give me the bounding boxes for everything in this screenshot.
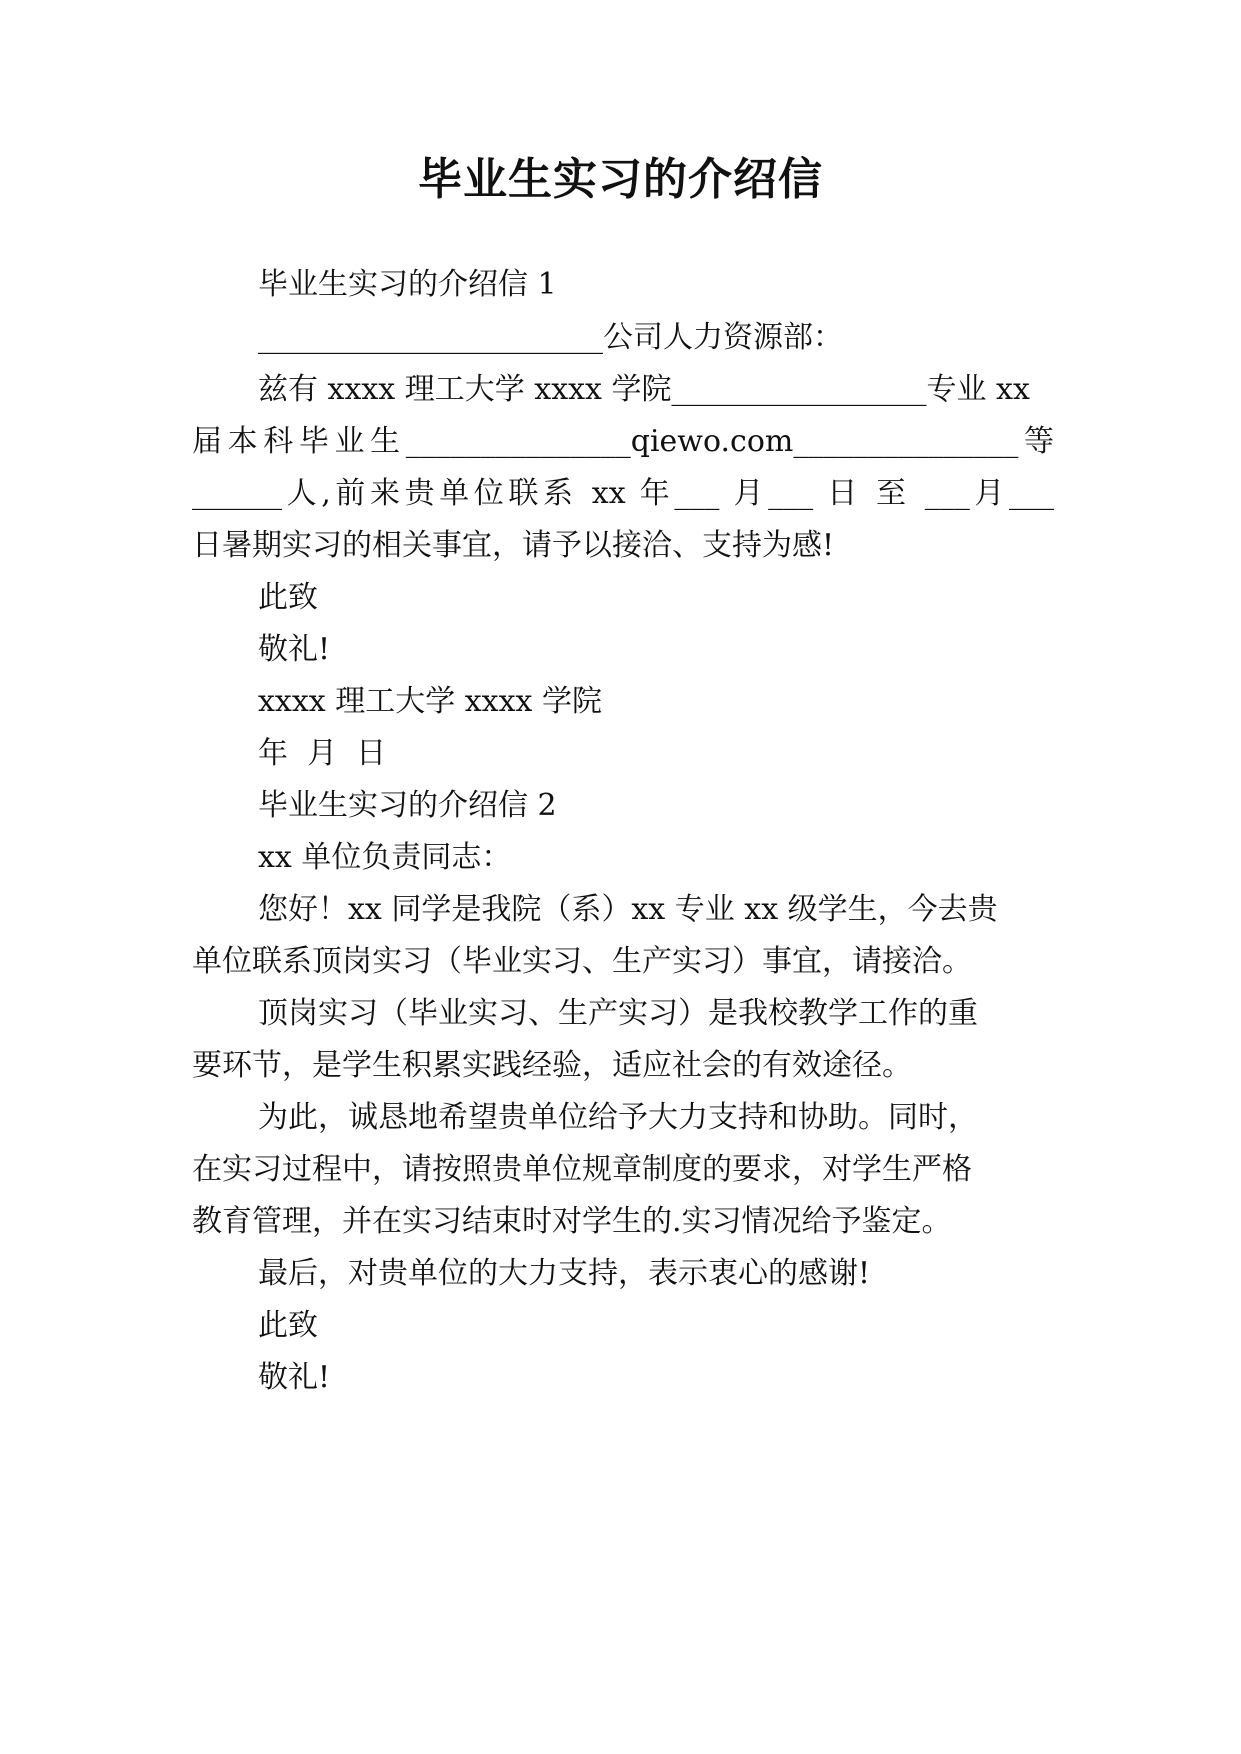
letter2-paragraph-line: 要环节，是学生积累实践经验，适应社会的有效途径。 — [192, 1048, 912, 1083]
letter1-body-line: 日暑期实习的相关事宜，请予以接洽、支持为感! — [192, 528, 835, 563]
letter2-paragraph-line: 在实习过程中，请按照贵单位规章制度的要求，对学生严格 — [192, 1152, 972, 1187]
letter2-salutation: xx 单位负责同志： — [258, 840, 512, 875]
letter1-date: 年 月 日 — [258, 736, 387, 771]
letter1-body-line: ______人,前来贵单位联系 xx 年___ 月___ 日 至 ___月___ — [192, 476, 1054, 511]
letter2-closing: 此致 — [258, 1308, 318, 1343]
letter1-salutation: _______________________公司人力资源部： — [258, 320, 843, 355]
letter1-body-line: 兹有 xxxx 理工大学 xxxx 学院_________________专业 xx — [258, 372, 1030, 407]
letter2-paragraph-line: 顶岗实习（毕业实习、生产实习）是我校教学工作的重 — [258, 996, 978, 1031]
letter1-heading: 毕业生实习的介绍信 1 — [258, 267, 557, 302]
letter1-body-line: 届本科毕业生_______________qiewo.com_______________等 — [192, 424, 1054, 459]
letter2-heading: 毕业生实习的介绍信 2 — [258, 788, 557, 823]
document-title: 毕业生实习的介绍信 — [418, 154, 823, 205]
letter2-paragraph-line: 为此，诚恳地希望贵单位给予大力支持和协助。同时， — [258, 1100, 978, 1135]
letter1-closing: 敬礼! — [258, 632, 331, 667]
letter2-closing: 敬礼! — [258, 1360, 331, 1395]
letter1-signature: xxxx 理工大学 xxxx 学院 — [258, 684, 602, 719]
letter2-paragraph-line: 教育管理，并在实习结束时对学生的.实习情况给予鉴定。 — [192, 1204, 952, 1239]
letter2-paragraph-line: 最后，对贵单位的大力支持，表示衷心的感谢! — [258, 1256, 871, 1291]
letter1-closing: 此致 — [258, 580, 318, 615]
letter2-paragraph-line: 单位联系顶岗实习（毕业实习、生产实习）事宜，请接洽。 — [192, 944, 972, 979]
letter2-paragraph-line: 您好！xx 同学是我院（系）xx 专业 xx 级学生，今去贵 — [258, 892, 998, 927]
